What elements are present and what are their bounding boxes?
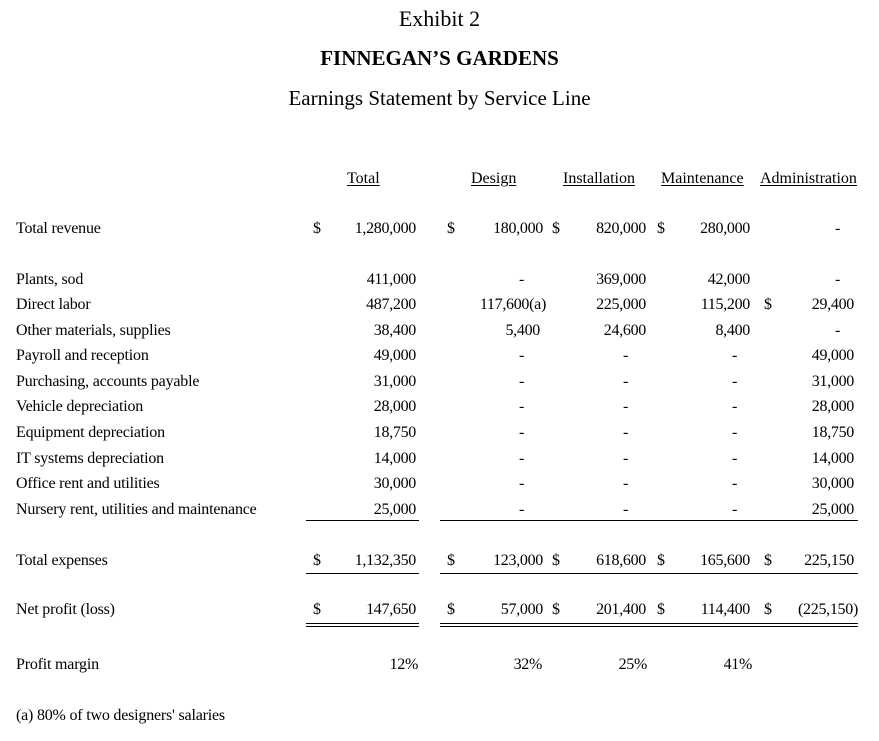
cell-installation: - xyxy=(622,347,628,364)
cell-total: 38,400 xyxy=(373,322,416,339)
exhibit-number: Exhibit 2 xyxy=(398,6,481,31)
cell-administration: - xyxy=(834,271,840,288)
row-label: Purchasing, accounts payable xyxy=(16,373,200,390)
cell-total: 487,200 xyxy=(366,296,416,313)
cell-administration: 30,000 xyxy=(811,475,854,492)
currency-sign: $ xyxy=(313,601,321,618)
cell-administration: 49,000 xyxy=(811,347,854,364)
cell-maintenance: 114,400 xyxy=(700,601,750,618)
cell-maintenance: - xyxy=(731,424,737,441)
currency-sign: $ xyxy=(313,220,321,237)
currency-sign: $ xyxy=(313,552,321,569)
currency-sign: $ xyxy=(657,601,665,618)
cell-maintenance: 42,000 xyxy=(707,271,750,288)
cell-installation: 618,600 xyxy=(596,552,646,569)
currency-sign: $ xyxy=(764,296,772,313)
column-header-administration: Administration xyxy=(760,170,857,187)
company-name: FINNEGAN’S GARDENS xyxy=(320,46,559,70)
total-rule xyxy=(306,573,419,574)
row-label: Nursery rent, utilities and maintenance xyxy=(16,501,257,518)
cell-total: 12% xyxy=(389,656,418,673)
cell-design: 32% xyxy=(513,656,542,673)
row-label: Vehicle depreciation xyxy=(16,398,144,415)
currency-sign: $ xyxy=(447,552,455,569)
cell-maintenance: - xyxy=(731,475,737,492)
cell-maintenance: - xyxy=(731,347,737,364)
row-label: Total revenue xyxy=(16,220,101,237)
column-header-total: Total xyxy=(347,170,380,187)
subtotal-rule xyxy=(306,520,419,521)
row-label: Payroll and reception xyxy=(16,347,149,364)
cell-installation: - xyxy=(622,501,628,518)
currency-sign: $ xyxy=(552,601,560,618)
footnote: (a) 80% of two designers' salaries xyxy=(16,707,225,724)
cell-design: - xyxy=(518,475,524,492)
row-label: Equipment depreciation xyxy=(16,424,165,441)
currency-sign: $ xyxy=(447,220,455,237)
cell-design: - xyxy=(518,271,524,288)
cell-installation: - xyxy=(622,398,628,415)
cell-maintenance: - xyxy=(731,450,737,467)
cell-administration: 31,000 xyxy=(811,373,854,390)
cell-installation: 369,000 xyxy=(596,271,646,288)
currency-sign: $ xyxy=(657,552,665,569)
cell-total: 49,000 xyxy=(373,347,416,364)
cell-total: 31,000 xyxy=(373,373,416,390)
cell-total: 28,000 xyxy=(373,398,416,415)
row-label: Direct labor xyxy=(16,296,91,313)
row-label: Other materials, supplies xyxy=(16,322,171,339)
cell-total: 147,650 xyxy=(366,601,416,618)
cell-installation: - xyxy=(622,424,628,441)
column-header-design: Design xyxy=(471,170,517,187)
cell-design: - xyxy=(518,398,524,415)
cell-administration: (225,150) xyxy=(798,601,858,618)
cell-installation: - xyxy=(622,373,628,390)
row-label: Profit margin xyxy=(16,656,99,673)
cell-installation: 24,600 xyxy=(603,322,646,339)
cell-maintenance: 165,600 xyxy=(700,552,750,569)
currency-sign: $ xyxy=(657,220,665,237)
cell-total: 411,000 xyxy=(366,271,416,288)
cell-design: - xyxy=(518,501,524,518)
cell-installation: - xyxy=(622,475,628,492)
cell-design: 117,600(a) xyxy=(479,296,546,313)
cell-administration: 225,150 xyxy=(804,552,854,569)
cell-design: 57,000 xyxy=(500,601,543,618)
cell-administration: - xyxy=(834,220,840,237)
cell-maintenance: 8,400 xyxy=(715,322,750,339)
column-header-installation: Installation xyxy=(563,170,635,187)
cell-design: 123,000 xyxy=(493,552,543,569)
cell-installation: 225,000 xyxy=(596,296,646,313)
currency-sign: $ xyxy=(552,220,560,237)
cell-maintenance: 115,200 xyxy=(700,296,750,313)
cell-installation: - xyxy=(622,450,628,467)
row-label: Net profit (loss) xyxy=(16,601,115,618)
cell-administration: 18,750 xyxy=(811,424,854,441)
cell-maintenance: - xyxy=(731,398,737,415)
cell-total: 30,000 xyxy=(373,475,416,492)
cell-total: 25,000 xyxy=(373,501,416,518)
cell-installation: 201,400 xyxy=(596,601,646,618)
cell-design: 5,400 xyxy=(505,322,540,339)
cell-administration: 25,000 xyxy=(811,501,854,518)
double-rule xyxy=(440,623,858,627)
currency-sign: $ xyxy=(764,601,772,618)
cell-administration: - xyxy=(834,322,840,339)
cell-administration: 28,000 xyxy=(811,398,854,415)
double-rule xyxy=(306,623,419,627)
cell-administration: 29,400 xyxy=(811,296,854,313)
cell-design: - xyxy=(518,450,524,467)
cell-design: - xyxy=(518,347,524,364)
cell-maintenance: - xyxy=(731,501,737,518)
currency-sign: $ xyxy=(764,552,772,569)
cell-installation: 25% xyxy=(618,656,647,673)
cell-installation: 820,000 xyxy=(596,220,646,237)
row-label: Plants, sod xyxy=(16,271,84,288)
cell-total: 14,000 xyxy=(373,450,416,467)
cell-total: 1,280,000 xyxy=(354,220,416,237)
row-label: Office rent and utilities xyxy=(16,475,160,492)
cell-design: - xyxy=(518,424,524,441)
cell-total: 18,750 xyxy=(373,424,416,441)
cell-maintenance: 41% xyxy=(723,656,752,673)
cell-administration: 14,000 xyxy=(811,450,854,467)
column-header-maintenance: Maintenance xyxy=(661,170,744,187)
statement-title: Earnings Statement by Service Line xyxy=(288,86,591,110)
cell-maintenance: 280,000 xyxy=(700,220,750,237)
row-label: IT systems depreciation xyxy=(16,450,164,467)
cell-design: 180,000 xyxy=(493,220,543,237)
currency-sign: $ xyxy=(447,601,455,618)
row-label: Total expenses xyxy=(16,552,108,569)
subtotal-rule xyxy=(440,520,858,521)
cell-maintenance: - xyxy=(731,373,737,390)
total-rule xyxy=(440,573,858,574)
currency-sign: $ xyxy=(552,552,560,569)
cell-total: 1,132,350 xyxy=(354,552,416,569)
cell-design: - xyxy=(518,373,524,390)
